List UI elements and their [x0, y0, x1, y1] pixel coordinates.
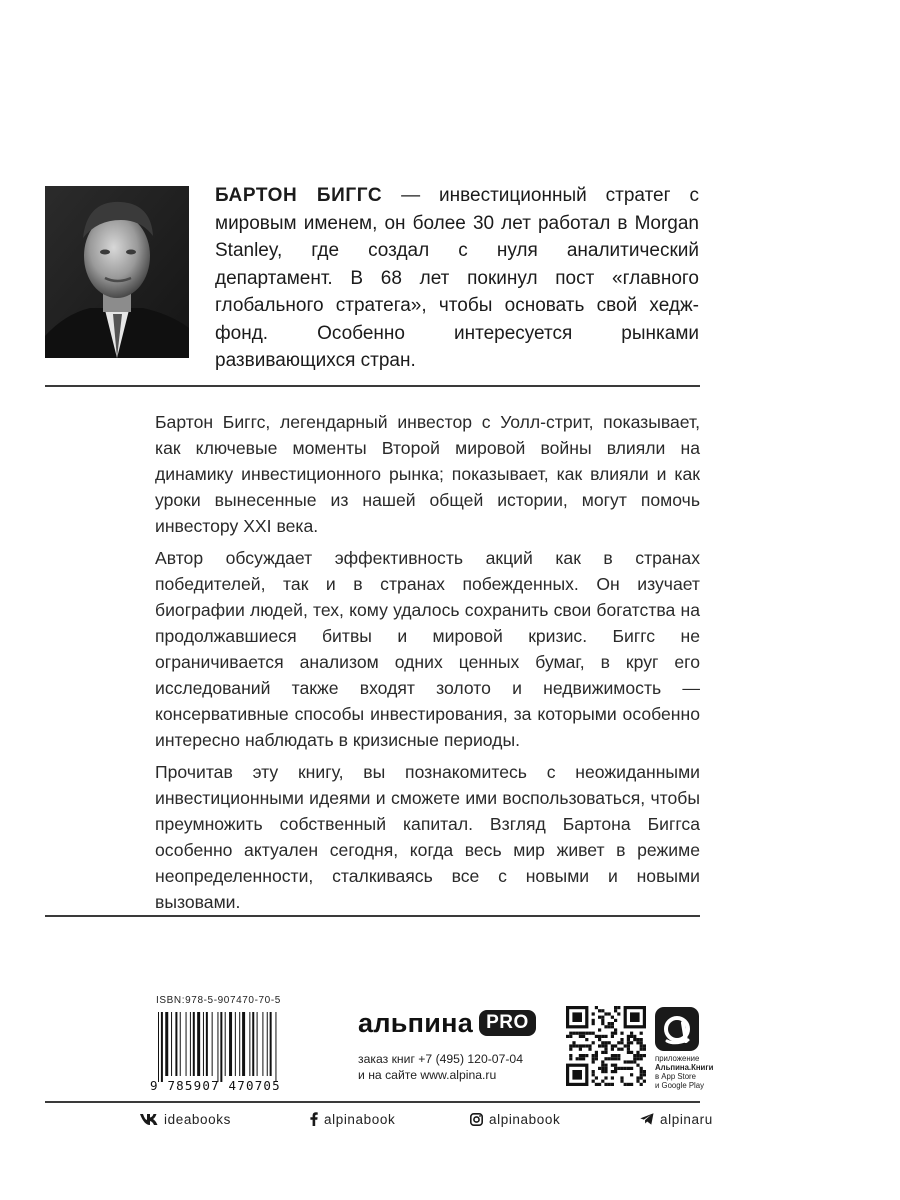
social-instagram-label: alpinabook: [489, 1111, 561, 1127]
qr-finder: [572, 1070, 582, 1080]
qr-module: [636, 1080, 639, 1083]
qr-module: [604, 1067, 607, 1070]
qr-module: [640, 1076, 643, 1079]
qr-module: [604, 1051, 607, 1054]
qr-module: [630, 1060, 633, 1063]
qr-module: [572, 1032, 575, 1035]
qr-module: [569, 1057, 572, 1060]
qr-module: [601, 1016, 604, 1019]
barcode-bar: [257, 1012, 258, 1076]
qr-module: [608, 1022, 611, 1025]
qr-module: [585, 1054, 588, 1057]
qr-module: [608, 1057, 611, 1060]
vk-icon: [140, 1114, 158, 1125]
social-vk[interactable]: [140, 1110, 231, 1128]
qr-module: [579, 1035, 582, 1038]
instagram-icon: [470, 1113, 483, 1126]
qr-module: [620, 1080, 623, 1083]
divider-bottom: [45, 915, 700, 917]
qr-module: [640, 1054, 643, 1057]
qr-module: [614, 1057, 617, 1060]
qr-module: [620, 1038, 623, 1041]
qr-module: [569, 1035, 572, 1038]
qr-module: [579, 1057, 582, 1060]
qr-module: [614, 1032, 617, 1035]
author-bio-text: — инвестиционный стратег с мировым именем, он более 30 лет работал в Morgan Stanley, где создал с нуля аналитический департамент. В 68 лет покинул пост «главного глобального стратега», чтобы основать свой хедж-фонд. Особенно интересуется рынками развивающихся стран.: [215, 185, 699, 371]
qr-module: [643, 1073, 646, 1076]
description-paragraph-2: Автор обсуждает эффективность акций как в странах победителей, так и в странах побежденных. Он изучает биографии людей, тех, кому удалось сохранить свои богатства на продолжавшиеся битвы и мировой кризис. Биггс не ограничивается анализом одних ценных бумаг, в круг его исследований также входят золото и недвижимость — консервативные способы инвестирования, за которыми особенно интересно наблюдать в кризисные периоды.: [155, 548, 700, 750]
qr-module: [604, 1057, 607, 1060]
app-caption-line4: и Google Play: [655, 1081, 704, 1090]
app-caption: [655, 1054, 713, 1090]
qr-module: [572, 1044, 575, 1047]
qr-module: [579, 1054, 582, 1057]
barcode-bar: [158, 1012, 159, 1082]
book-description: [155, 409, 700, 921]
barcode-bar: [180, 1012, 181, 1076]
qr-module: [601, 1041, 604, 1044]
qr-module: [598, 1009, 601, 1012]
qr-module: [582, 1032, 585, 1035]
qr-module: [592, 1012, 595, 1015]
qr-module: [614, 1028, 617, 1031]
qr-module: [614, 1044, 617, 1047]
qr-module: [617, 1048, 620, 1051]
qr-module: [627, 1038, 630, 1041]
qr-module: [598, 1016, 601, 1019]
social-facebook[interactable]: [310, 1110, 395, 1128]
barcode-bar: [165, 1012, 168, 1076]
qr-module: [601, 1022, 604, 1025]
qr-module: [592, 1054, 595, 1057]
qr-module: [627, 1044, 630, 1047]
qr-module: [579, 1048, 582, 1051]
barcode-bar: [186, 1012, 187, 1076]
qr-module: [592, 1057, 595, 1060]
divider-social: [45, 1101, 700, 1103]
qr-module: [620, 1076, 623, 1079]
order-phone: заказ книг +7 (495) 120-07-04: [358, 1052, 523, 1066]
qr-module: [569, 1054, 572, 1057]
qr-module: [595, 1054, 598, 1057]
barcode-bar: [235, 1012, 236, 1076]
qr-module: [617, 1057, 620, 1060]
qr-module: [611, 1070, 614, 1073]
qr-module: [624, 1083, 627, 1086]
qr-module: [608, 1041, 611, 1044]
qr-module: [604, 1035, 607, 1038]
qr-module: [604, 1083, 607, 1086]
qr-module: [640, 1067, 643, 1070]
qr-module: [582, 1044, 585, 1047]
qr-module: [598, 1083, 601, 1086]
qr-module: [592, 1019, 595, 1022]
qr-module: [588, 1032, 591, 1035]
qr-module: [611, 1044, 614, 1047]
qr-module: [592, 1080, 595, 1083]
qr-module: [640, 1038, 643, 1041]
qr-module: [614, 1019, 617, 1022]
barcode-bar: [225, 1012, 226, 1076]
barcode-bar: [206, 1012, 208, 1076]
barcode-bar: [171, 1012, 172, 1076]
social-instagram[interactable]: [470, 1110, 560, 1128]
barcode-bar: [252, 1012, 254, 1076]
qr-module: [640, 1041, 643, 1044]
qr-module: [601, 1009, 604, 1012]
qr-module: [604, 1048, 607, 1051]
author-photo: [45, 186, 189, 358]
qr-module: [617, 1054, 620, 1057]
qr-module: [636, 1054, 639, 1057]
social-vk-label: ideabooks: [164, 1111, 231, 1127]
qr-code-icon: [566, 1006, 646, 1086]
qr-module: [630, 1041, 633, 1044]
qr-module: [617, 1067, 620, 1070]
telegram-icon: [640, 1113, 654, 1125]
barcode-bar: [249, 1012, 250, 1076]
qr-module: [601, 1060, 604, 1063]
qr-module: [569, 1044, 572, 1047]
qr-module: [601, 1080, 604, 1083]
social-facebook-label: alpinabook: [324, 1111, 396, 1127]
qr-module: [633, 1057, 636, 1060]
qr-module: [582, 1057, 585, 1060]
qr-module: [630, 1067, 633, 1070]
qr-module: [633, 1035, 636, 1038]
qr-module: [636, 1064, 639, 1067]
barcode-bar: [175, 1012, 177, 1076]
qr-module: [588, 1044, 591, 1047]
qr-module: [592, 1022, 595, 1025]
publisher-name: альпина: [358, 1007, 474, 1038]
facebook-icon: [310, 1112, 318, 1126]
qr-module: [636, 1041, 639, 1044]
qr-module: [601, 1044, 604, 1047]
barcode-digits: 9 785907 470705: [150, 1078, 281, 1093]
qr-module: [601, 1067, 604, 1070]
qr-module: [636, 1038, 639, 1041]
qr-module: [585, 1032, 588, 1035]
qr-module: [636, 1057, 639, 1060]
qr-module: [620, 1041, 623, 1044]
qr-module: [601, 1064, 604, 1067]
qr-module: [643, 1070, 646, 1073]
qr-module: [585, 1038, 588, 1041]
qr-module: [611, 1083, 614, 1086]
qr-module: [643, 1044, 646, 1047]
qr-module: [592, 1060, 595, 1063]
barcode-bar: [229, 1012, 232, 1076]
barcode-bar: [242, 1012, 245, 1076]
qr-module: [582, 1035, 585, 1038]
qr-module: [598, 1044, 601, 1047]
qr-module: [614, 1009, 617, 1012]
qr-module: [633, 1060, 636, 1063]
qr-module: [601, 1035, 604, 1038]
publisher-logo: [358, 1007, 536, 1039]
qr-module: [598, 1035, 601, 1038]
qr-module: [614, 1006, 617, 1009]
barcode-bar: [275, 1012, 276, 1082]
qr-module: [640, 1083, 643, 1086]
qr-module: [611, 1076, 614, 1079]
qr-module: [643, 1054, 646, 1057]
qr-module: [640, 1073, 643, 1076]
qr-module: [643, 1080, 646, 1083]
qr-module: [627, 1067, 630, 1070]
barcode-bar: [220, 1012, 222, 1082]
qr-module: [604, 1044, 607, 1047]
qr-module: [604, 1025, 607, 1028]
qr-module: [598, 1067, 601, 1070]
qr-module: [627, 1083, 630, 1086]
barcode-bar: [193, 1012, 195, 1076]
app-caption-line2: Альпина.Книги: [655, 1063, 714, 1072]
qr-module: [614, 1070, 617, 1073]
order-website: и на сайте www.alpina.ru: [358, 1068, 497, 1082]
barcode-bar: [239, 1012, 240, 1076]
barcode-bar: [262, 1012, 263, 1076]
barcode-bar: [203, 1012, 204, 1076]
description-paragraph-1: Бартон Биггс, легендарный инвестор с Уолл-стрит, показывает, как ключевые моменты Второй мировой войны влияли на динамику инвестиционного рынка; показывает, как влияли и как уроки вынесенные из нашей общей истории, могут помочь инвестору XXI века.: [155, 412, 700, 536]
author-bio: [215, 182, 699, 375]
barcode: [156, 1008, 318, 1086]
qr-module: [592, 1073, 595, 1076]
qr-module: [640, 1057, 643, 1060]
qr-module: [611, 1025, 614, 1028]
qr-module: [579, 1044, 582, 1047]
qr-module: [604, 1012, 607, 1015]
social-telegram-label: alpinaru: [660, 1111, 713, 1127]
qr-module: [611, 1016, 614, 1019]
barcode-bar: [217, 1012, 218, 1082]
qr-module: [595, 1083, 598, 1086]
qr-module: [617, 1006, 620, 1009]
qr-module: [592, 1041, 595, 1044]
qr-module: [601, 1051, 604, 1054]
description-paragraph-3: Прочитав эту книгу, вы познакомитесь с неожиданными инвестиционными идеями и сможете ими воспользоваться, чтобы преумножить собственный капитал. Взгляд Бартона Биггса особенно актуален сегодня, когда весь мир живет в режиме неопределенности, сталкиваясь все с новыми и новыми вызовами.: [155, 762, 700, 912]
isbn-label: ISBN:978-5-907470-70-5: [156, 995, 281, 1006]
qr-module: [576, 1032, 579, 1035]
qr-module: [627, 1035, 630, 1038]
qr-module: [579, 1032, 582, 1035]
qr-finder: [572, 1012, 582, 1022]
qr-module: [640, 1070, 643, 1073]
app-caption-line1: приложение: [655, 1054, 700, 1063]
qr-module: [633, 1038, 636, 1041]
qr-module: [627, 1051, 630, 1054]
qr-module: [566, 1035, 569, 1038]
qr-module: [636, 1051, 639, 1054]
barcode-bar: [270, 1012, 272, 1076]
publisher-pro-badge: PRO: [479, 1010, 536, 1036]
qr-module: [604, 1076, 607, 1079]
qr-module: [601, 1019, 604, 1022]
qr-module: [604, 1064, 607, 1067]
qr-module: [620, 1048, 623, 1051]
qr-module: [624, 1060, 627, 1063]
qr-module: [592, 1070, 595, 1073]
qr-module: [598, 1038, 601, 1041]
social-telegram[interactable]: [640, 1110, 713, 1128]
app-caption-line3: в App Store: [655, 1072, 696, 1081]
qr-module: [595, 1076, 598, 1079]
qr-finder: [630, 1012, 640, 1022]
qr-module: [633, 1054, 636, 1057]
qr-module: [582, 1054, 585, 1057]
qr-module: [630, 1035, 633, 1038]
qr-module: [595, 1057, 598, 1060]
qr-module: [608, 1025, 611, 1028]
qr-module: [617, 1041, 620, 1044]
qr-module: [611, 1022, 614, 1025]
qr-module: [595, 1051, 598, 1054]
qr-module: [576, 1044, 579, 1047]
qr-module: [569, 1032, 572, 1035]
qr-module: [620, 1032, 623, 1035]
qr-module: [572, 1041, 575, 1044]
qr-module: [640, 1032, 643, 1035]
qr-module: [614, 1067, 617, 1070]
qr-module: [614, 1054, 617, 1057]
qr-module: [611, 1035, 614, 1038]
qr-module: [630, 1032, 633, 1035]
qr-module: [627, 1041, 630, 1044]
qr-module: [604, 1070, 607, 1073]
qr-module: [611, 1064, 614, 1067]
qr-module: [601, 1070, 604, 1073]
qr-module: [627, 1060, 630, 1063]
qr-module: [611, 1032, 614, 1035]
qr-module: [595, 1006, 598, 1009]
qr-module: [611, 1048, 614, 1051]
qr-module: [598, 1028, 601, 1031]
qr-module: [576, 1057, 579, 1060]
qr-module: [614, 1064, 617, 1067]
qr-module: [624, 1067, 627, 1070]
qr-module: [630, 1073, 633, 1076]
qr-module: [630, 1051, 633, 1054]
barcode-bar: [197, 1012, 200, 1076]
barcode-bar: [161, 1012, 163, 1082]
qr-module: [611, 1054, 614, 1057]
qr-module: [640, 1048, 643, 1051]
qr-module: [627, 1048, 630, 1051]
author-name: БАРТОН БИГГС: [215, 185, 383, 206]
qr-module: [608, 1083, 611, 1086]
qr-module: [643, 1048, 646, 1051]
qr-module: [569, 1048, 572, 1051]
qr-module: [630, 1083, 633, 1086]
qr-module: [611, 1057, 614, 1060]
qr-module: [620, 1067, 623, 1070]
barcode-bar: [212, 1012, 213, 1076]
qr-module: [608, 1012, 611, 1015]
barcode-bar: [267, 1012, 268, 1076]
qr-module: [604, 1041, 607, 1044]
qr-module: [585, 1044, 588, 1047]
divider-top: [45, 385, 700, 387]
qr-module: [624, 1044, 627, 1047]
qr-module: [640, 1044, 643, 1047]
qr-module: [636, 1076, 639, 1079]
qr-module: [588, 1048, 591, 1051]
qr-module: [617, 1012, 620, 1015]
qr-module: [595, 1035, 598, 1038]
alpina-app-icon: [655, 1007, 699, 1051]
barcode-bar: [190, 1012, 191, 1076]
qr-module: [592, 1032, 595, 1035]
